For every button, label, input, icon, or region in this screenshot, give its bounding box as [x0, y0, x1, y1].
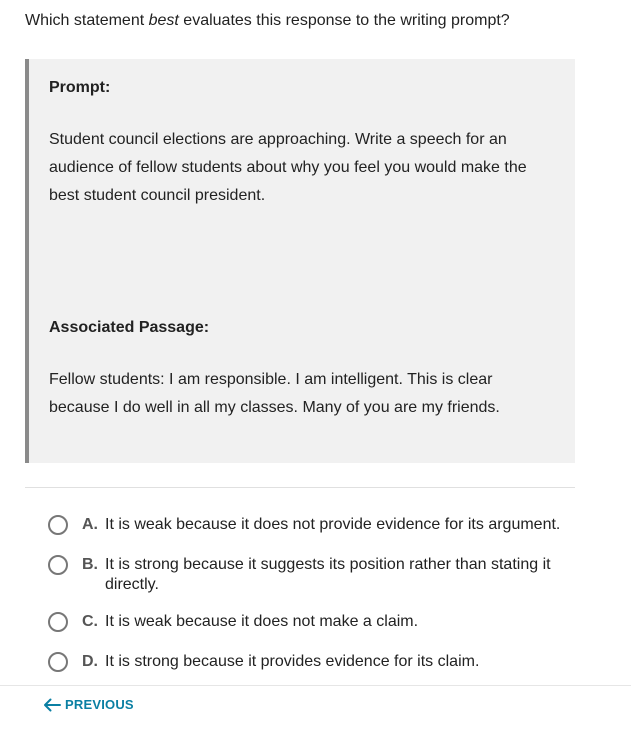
footer-divider	[0, 685, 631, 686]
choice-letter: B.	[82, 556, 98, 573]
radio-circle-icon[interactable]	[48, 515, 68, 535]
divider	[25, 487, 575, 488]
prompt-heading: Prompt:	[49, 79, 111, 96]
question-after: evaluates this response to the writing prompt?	[178, 12, 510, 29]
question-emphasis: best	[148, 12, 179, 29]
question-before: Which statement	[25, 12, 149, 29]
choice-a[interactable]	[48, 515, 578, 535]
passage-text: Fellow students: I am responsible. I am intelligent. This is clear because I do well in all my classes. Many of you are my friends.	[49, 371, 500, 416]
choice-b[interactable]	[48, 555, 578, 595]
radio-circle-icon[interactable]	[48, 555, 68, 575]
choice-text: It is weak because it does not make a claim.	[105, 613, 419, 630]
previous-button[interactable]	[43, 697, 134, 712]
prompt-text: Student council elections are approaching. Write a speech for an audience of fellow students about why you feel you would make the best student council president.	[49, 131, 527, 204]
arrow-left-icon	[43, 698, 61, 712]
choice-letter: A.	[82, 516, 98, 533]
previous-label: PREVIOUS	[65, 697, 134, 712]
choice-letter: D.	[82, 653, 98, 670]
question-text	[25, 10, 615, 32]
radio-circle-icon[interactable]	[48, 612, 68, 632]
choice-text: It is strong because it provides evidence for its claim.	[105, 653, 480, 670]
passage-box	[25, 59, 575, 463]
choice-d[interactable]	[48, 652, 578, 672]
passage-heading: Associated Passage:	[49, 319, 210, 336]
choice-text: It is strong because it suggests its position rather than stating it directly.	[105, 556, 551, 593]
radio-circle-icon[interactable]	[48, 652, 68, 672]
choice-letter: C.	[82, 613, 98, 630]
choice-text: It is weak because it does not provide evidence for its argument.	[105, 516, 561, 533]
choice-c[interactable]	[48, 612, 578, 632]
